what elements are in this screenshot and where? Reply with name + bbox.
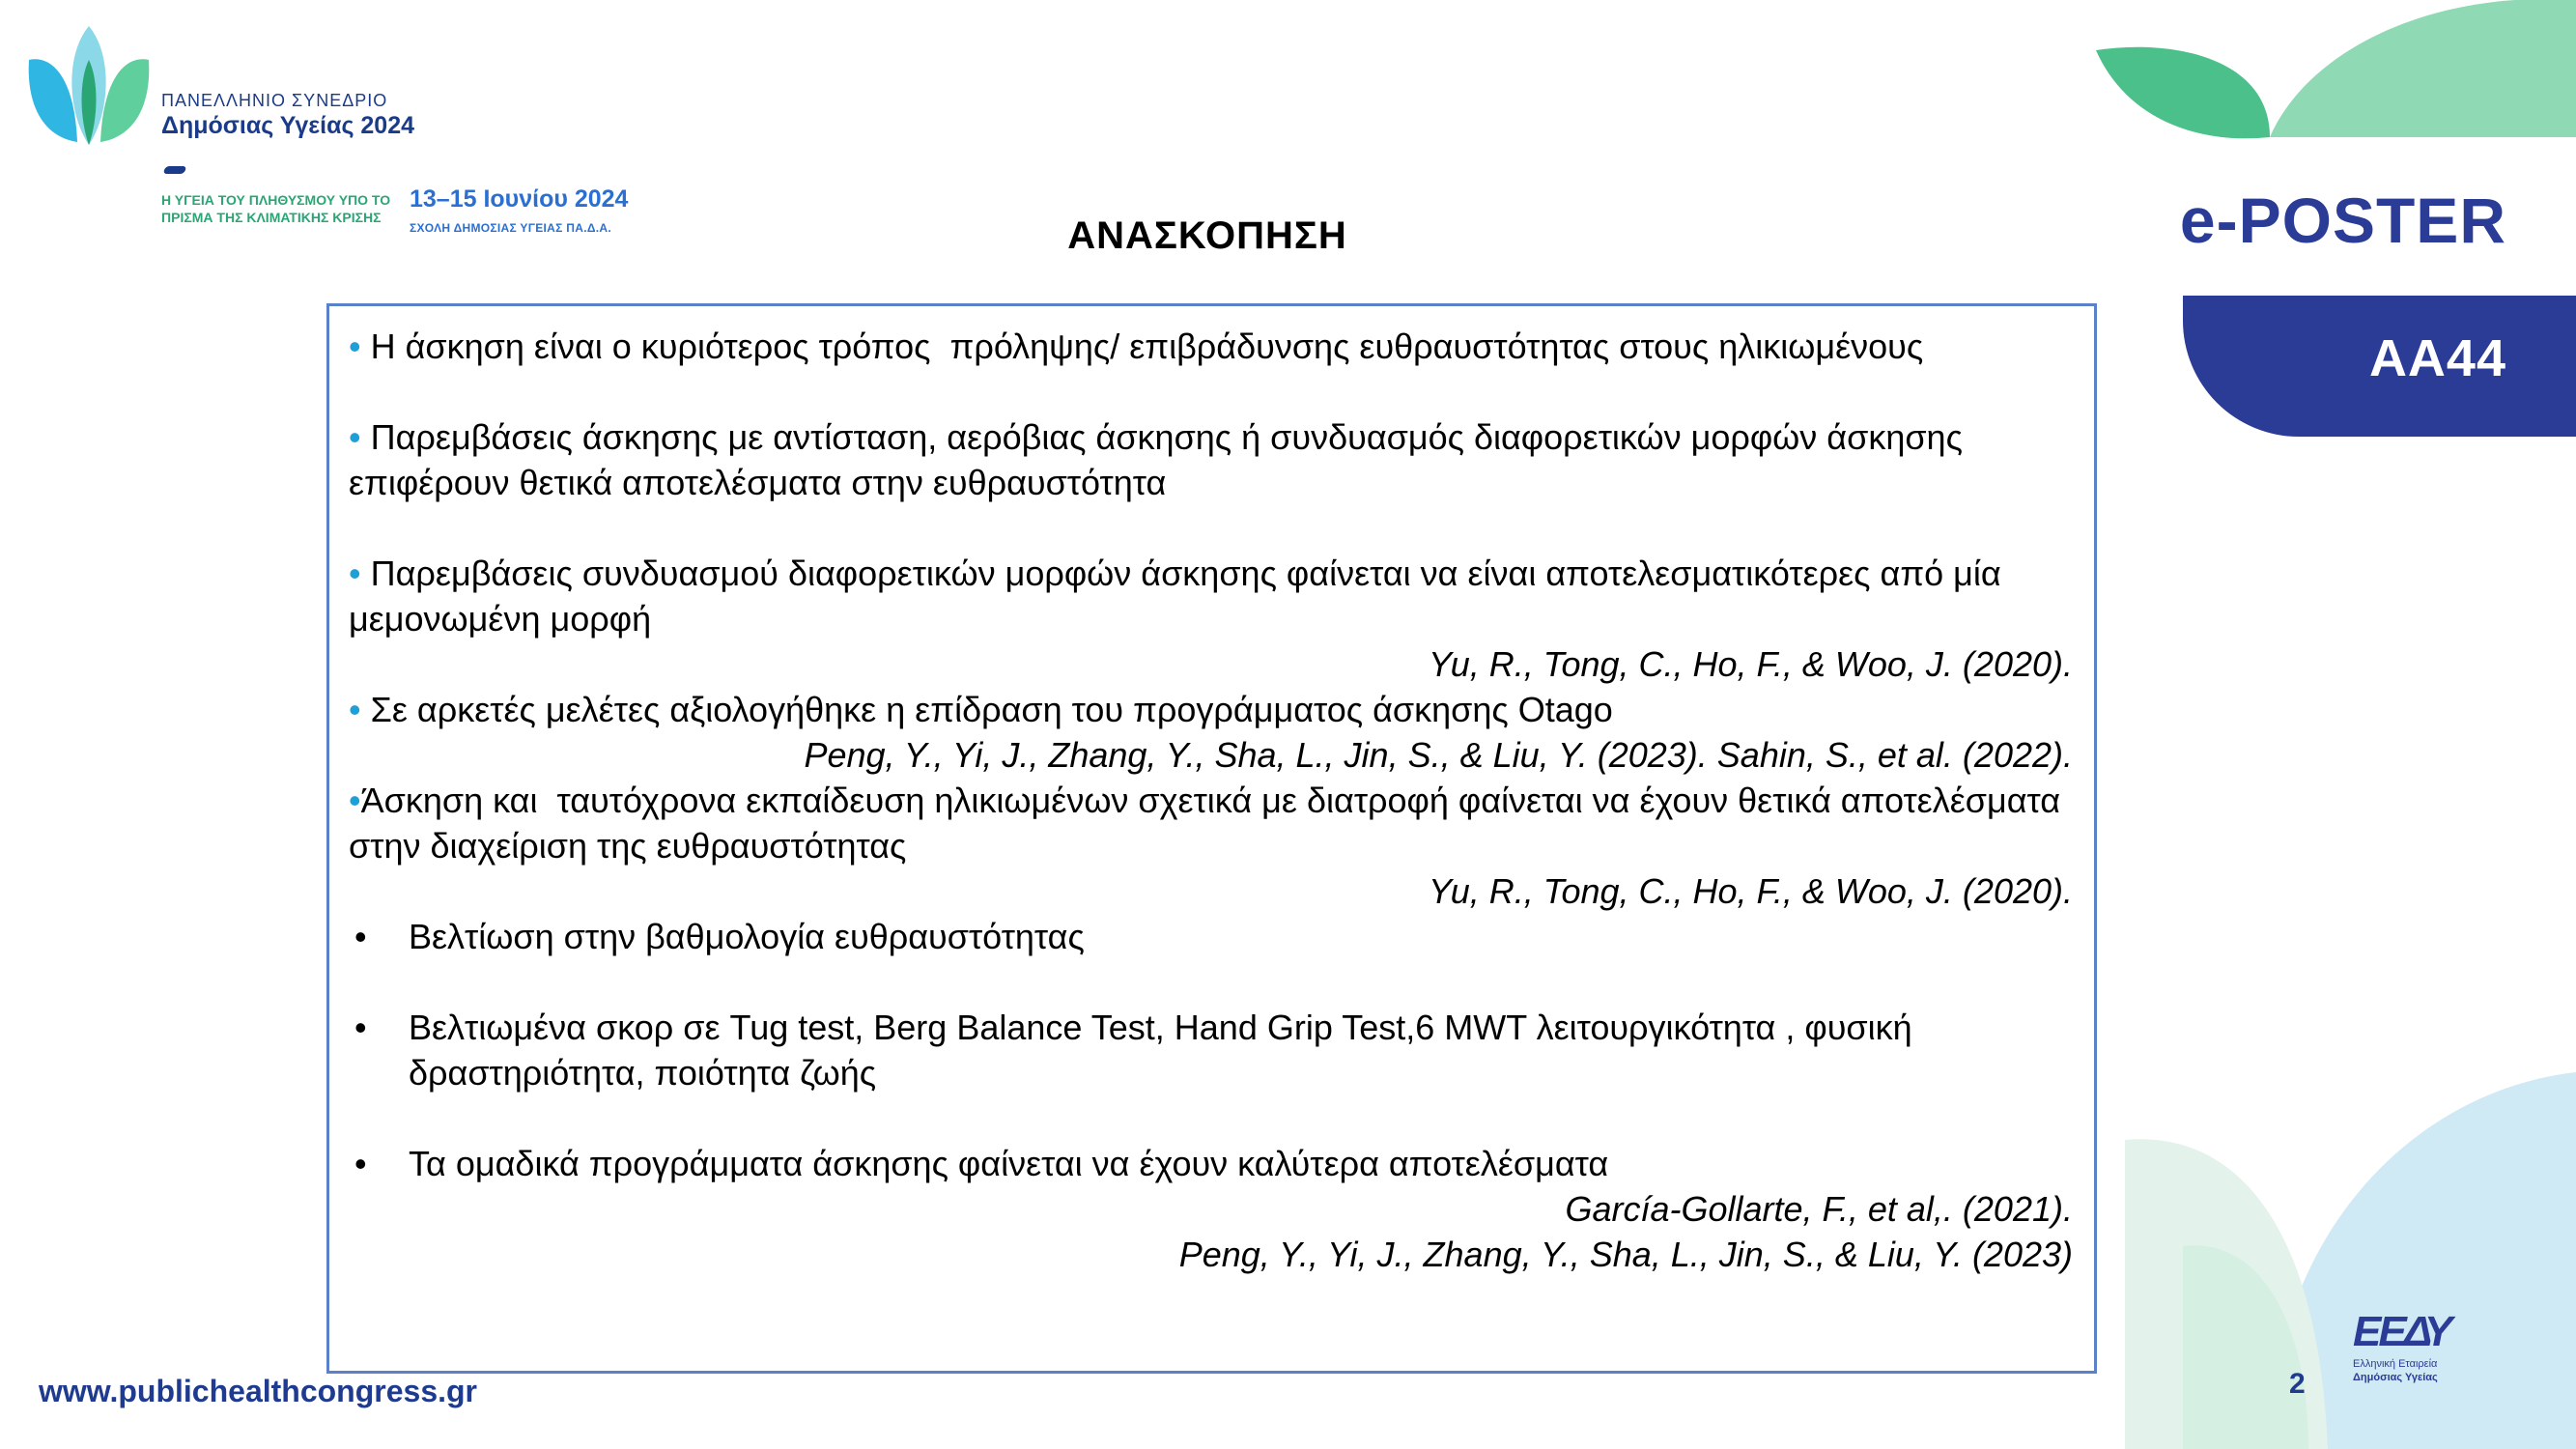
- society-name-line1: Ελληνική Εταιρεία: [2353, 1358, 2438, 1370]
- congress-dates: 13–15 Ιουνίου 2024: [410, 185, 629, 213]
- bullet-dot: •: [349, 781, 361, 820]
- review-content-box: [326, 303, 2097, 1374]
- reference-4: García-Gollarte, F., et al,. (2021).: [1565, 1189, 2073, 1229]
- top-right-leaves: [2086, 0, 2576, 145]
- congress-theme: Η ΥΓΕΙΑ ΤΟΥ ΠΛΗΘΥΣΜΟΥ ΥΠΟ ΤΟ ΠΡΙΣΜΑ ΤΗΣ ΚΛΙΜΑΤΙΚΗΣ ΚΡΙΣΗΣ: [161, 192, 391, 225]
- paragraph-4: • Σε αρκετές μελέτες αξιολογήθηκε η επίδραση του προγράμματος άσκησης Otago: [349, 690, 1613, 729]
- list-item: • Τα ομαδικά προγράμματα άσκησης φαίνεται να έχουν καλύτερα αποτελέσματα: [349, 1141, 2073, 1186]
- list-item: • Βελτίωση στην βαθμολογία ευθραυστότητας: [349, 914, 2073, 959]
- reference-5: Peng, Y., Yi, J., Zhang, Y., Sha, L., Jin, S., & Liu, Y. (2023): [1178, 1235, 2073, 1274]
- logo-dash: [163, 166, 187, 174]
- paragraph-1: • Η άσκηση είναι ο κυριότερος τρόπος πρόληψης/ επιβράδυνσης ευθραυστότητας στους ηλικιωμένους: [349, 327, 1924, 366]
- paragraph-2: • Παρεμβάσεις άσκησης με αντίσταση, αερόβιας άσκησης ή συνδυασμός διαφορετικών μορφών άσκησης επιφέρουν θετικά αποτελέσματα στην ευθραυστότητα: [349, 417, 1982, 502]
- society-logo-mark: ΕΕΔΥ: [2353, 1308, 2450, 1355]
- slide-title: ΑΝΑΣΚΟΠΗΣΗ: [1067, 214, 1347, 257]
- reference-1: Yu, R., Tong, C., Ho, F., & Woo, J. (2020).: [1429, 644, 2073, 684]
- website-link[interactable]: www.publichealthcongress.gr: [39, 1374, 477, 1408]
- bullet-dot: •: [349, 327, 361, 366]
- reference-2: Peng, Y., Yi, J., Zhang, Y., Sha, L., Jin, S., & Liu, Y. (2023). Sahin, S., et al. (2022).: [804, 735, 2073, 775]
- congress-title-line2: Δημόσιας Υγείας 2024: [161, 112, 415, 139]
- society-name-line2: Δημόσιας Υγείας: [2353, 1372, 2438, 1383]
- bullet-dot: •: [349, 554, 361, 593]
- bullet-dot: •: [349, 690, 361, 729]
- page-number: 2: [2289, 1368, 2306, 1400]
- list-item: • Βελτιωμένα σκορ σε Tug test, Berg Balance Test, Hand Grip Test,6 MWT λειτουργικότητα , φυσική δραστηριότητα, ποιότητα ζωής: [349, 1005, 2073, 1095]
- congress-school: ΣΧΟΛΗ ΔΗΜΟΣΙΑΣ ΥΓΕΙΑΣ ΠΑ.Δ.Α.: [410, 221, 611, 235]
- bullet-dot: •: [349, 417, 361, 457]
- poster-code: AA44: [2368, 329, 2506, 387]
- paragraph-3: • Παρεμβάσεις συνδυασμού διαφορετικών μορφών άσκησης φαίνεται να είναι αποτελεσματικότερες από μία μεμονωμένη μορφή: [349, 554, 2011, 639]
- bullet-dot: •: [354, 1144, 367, 1183]
- society-logo: [2347, 1308, 2473, 1385]
- reference-3: Yu, R., Tong, C., Ho, F., & Woo, J. (2020).: [1429, 871, 2073, 911]
- bullet-dot: •: [354, 1008, 367, 1047]
- bullet-dot: •: [354, 917, 367, 956]
- eposter-label: e-POSTER: [2179, 185, 2506, 256]
- congress-logo: [21, 21, 659, 234]
- congress-title-line1: ΠΑΝΕΛΛΗΝΙΟ ΣΥΝΕΔΡΙΟ: [161, 91, 388, 110]
- paragraph-5: •Άσκηση και ταυτόχρονα εκπαίδευση ηλικιωμένων σχετικά με διατροφή φαίνεται να έχουν θετικά αποτελέσματα στην διαχείριση της ευθραυστότητας: [349, 781, 2071, 866]
- leaf-emblem-icon: [21, 21, 156, 147]
